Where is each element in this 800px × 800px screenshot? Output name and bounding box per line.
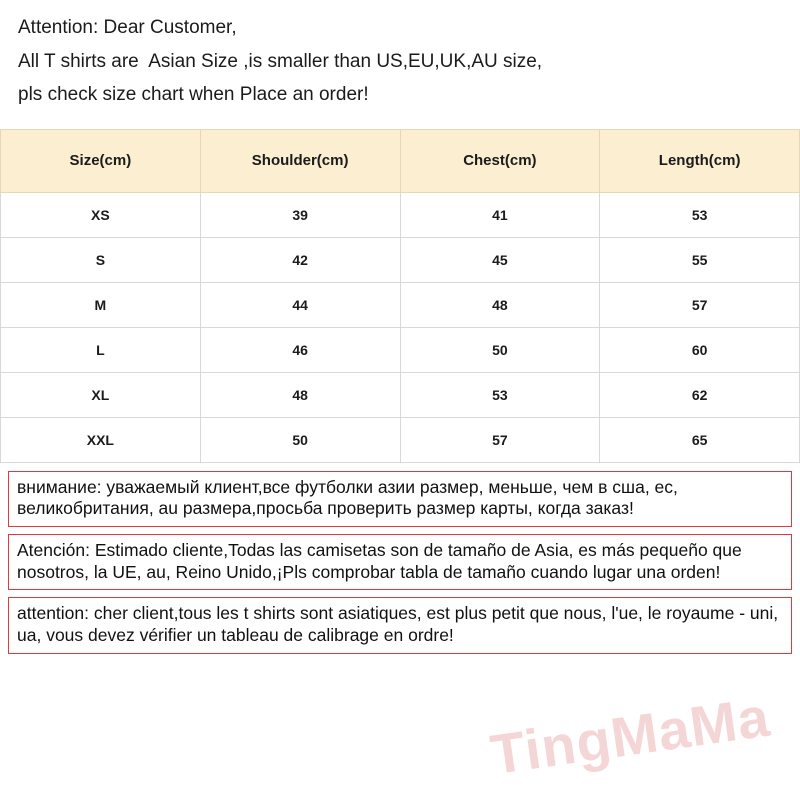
column-header-length: Length(cm) — [600, 129, 800, 192]
translated-notes — [0, 463, 800, 654]
column-header-shoulder: Shoulder(cm) — [200, 129, 400, 192]
cell-shoulder: 39 — [200, 192, 400, 237]
note-text-russian: внимание: уважаемый клиент,все футболки азии размер, меньше, чем в сша, ес, великобритания, au размера,просьба проверить размер карты, когда заказ! — [17, 476, 683, 519]
note-box-spanish — [8, 534, 792, 590]
cell-shoulder: 48 — [200, 372, 400, 417]
cell-size: XL — [1, 372, 201, 417]
cell-chest: 45 — [400, 237, 600, 282]
cell-size: XXL — [1, 417, 201, 462]
note-text-french: attention: cher client,tous les t shirts sont asiatiques, est plus petit que nous, l'ue, le royaume - uni, ua, vous devez vérifier un tableau de calibrage en ordre! — [17, 603, 783, 646]
size-chart-table — [0, 129, 800, 463]
table-row — [1, 372, 800, 417]
cell-chest: 57 — [400, 417, 600, 462]
table-header-row — [1, 129, 800, 192]
cell-size: L — [1, 327, 201, 372]
note-box-french — [8, 597, 792, 653]
cell-chest: 53 — [400, 372, 600, 417]
notice-line-3: pls check size chart when Place an order! — [18, 84, 369, 106]
note-box-russian — [8, 471, 792, 527]
cell-length: 57 — [600, 282, 800, 327]
cell-length: 60 — [600, 327, 800, 372]
table-row — [1, 282, 800, 327]
table-row — [1, 327, 800, 372]
note-text-spanish: Atención: Estimado cliente,Todas las camisetas son de tamaño de Asia, es más pequeño que nosotros, la UE, au, Reino Unido,¡Pls comprobar tabla de tamaño cuando lugar una orden! — [17, 540, 747, 582]
column-header-chest: Chest(cm) — [400, 129, 600, 192]
attention-notice — [0, 0, 800, 119]
cell-shoulder: 44 — [200, 282, 400, 327]
table-row — [1, 417, 800, 462]
watermark: TingMaMa — [487, 684, 774, 787]
cell-length: 53 — [600, 192, 800, 237]
cell-length: 65 — [600, 417, 800, 462]
notice-line-2: All T shirts are Asian Size ,is smaller than US,EU,UK,AU size, — [18, 50, 543, 72]
cell-shoulder: 50 — [200, 417, 400, 462]
table-row — [1, 192, 800, 237]
cell-chest: 48 — [400, 282, 600, 327]
cell-size: S — [1, 237, 201, 282]
cell-length: 62 — [600, 372, 800, 417]
notice-line-1: Attention: Dear Customer, — [18, 17, 237, 38]
cell-size: M — [1, 282, 201, 327]
cell-shoulder: 42 — [200, 237, 400, 282]
cell-chest: 41 — [400, 192, 600, 237]
column-header-size: Size(cm) — [1, 129, 201, 192]
cell-shoulder: 46 — [200, 327, 400, 372]
table-row — [1, 237, 800, 282]
cell-length: 55 — [600, 237, 800, 282]
cell-size: XS — [1, 192, 201, 237]
cell-chest: 50 — [400, 327, 600, 372]
